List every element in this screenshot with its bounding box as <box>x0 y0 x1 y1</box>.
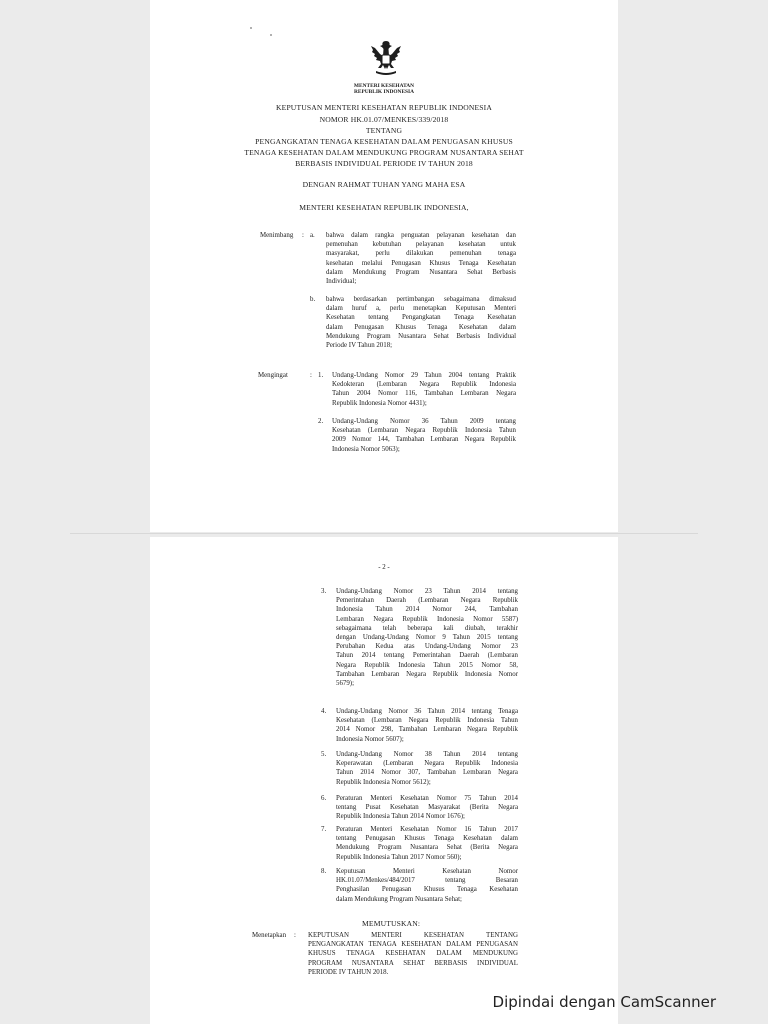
scan-speck <box>250 27 252 29</box>
document-page-1 <box>150 0 618 532</box>
clause-marker: 8. <box>321 868 327 875</box>
decree-title-line: TENAGA KESEHATAN DALAM MENDUKUNG PROGRAM NUSANTARA SEHAT <box>244 148 524 157</box>
decree-title-line: KEPUTUSAN MENTERI KESEHATAN REPUBLIK INDONESIA <box>276 103 492 112</box>
clause-8: Keputusan Menteri Kesehatan Nomor HK.01.07/Menkes/484/2017 tentang Besaran Penghasilan Penugasan Khusus Tenaga Kesehatan dalam Mendukung Program Nusantara Sehat; <box>336 868 518 903</box>
clause-7: Peraturan Menteri Kesehatan Nomor 16 Tahun 2017 tentang Penugasan Khusus Tenaga Kesehatan dalam Mendukung Program Nusantara Sehat (Berita Negara Republik Indonesia Tahun 2017 Nomor 560); <box>336 826 518 861</box>
clause-marker: 3. <box>321 588 327 595</box>
clause-marker: 2. <box>318 418 324 425</box>
colon: : <box>310 372 312 379</box>
letterhead-line: MENTERI KESEHATAN <box>353 83 415 89</box>
document-page-2 <box>150 537 618 1024</box>
menetapkan-text: KEPUTUSAN MENTERI KESEHATAN TENTANG PENGANGKATAN TENAGA KESEHATAN DALAM PENUGASAN KHUSUS TENAGA KESEHATAN DALAM MENDUKUNG PROGRAM NUSANTARA SEHAT BERBASIS INDIVIDUAL PERIODE IV TAHUN 2018. <box>308 932 518 976</box>
camscanner-watermark: Dipindai dengan CamScanner <box>492 993 716 1011</box>
clause-a: bahwa dalam rangka penguatan pelayanan kesehatan dan pemenuhan kebutuhan pelayanan kesehatan untuk masyarakat, perlu dilakukan pemenuhan tenaga kesehatan melalui Penugasan Khusus Tenaga Kesehatan dalam Mendukung Program Nusantara Sehat Berbasis Individual; <box>326 232 516 286</box>
menimbang-label: Menimbang <box>260 232 294 239</box>
clause-marker: 4. <box>321 708 327 715</box>
scan-speck <box>270 34 272 36</box>
clause-marker: 5. <box>321 751 327 758</box>
clause-marker: 1. <box>318 372 324 379</box>
minister-heading: MENTERI KESEHATAN REPUBLIK INDONESIA, <box>299 203 469 212</box>
clause-2: Undang-Undang Nomor 36 Tahun 2009 tentang Kesehatan (Lembaran Negara Republik Indonesia Tahun 2009 Nomor 144, Tambahan Lembaran Negara Republik Indonesia Nomor 5063); <box>332 418 516 453</box>
clause-marker: 7. <box>321 826 327 833</box>
page-divider <box>70 533 698 534</box>
menetapkan-label: Menetapkan <box>252 932 287 939</box>
clause-marker: a. <box>310 232 315 239</box>
colon: : <box>302 232 304 239</box>
clause-marker: b. <box>310 296 316 303</box>
clause-6: Peraturan Menteri Kesehatan Nomor 75 Tahun 2014 tentang Pusat Kesehatan Masyarakat (Berita Negara Republik Indonesia Tahun 2014 Nomor 1676); <box>336 795 518 821</box>
decree-title-line: TENTANG <box>365 126 403 135</box>
memutuskan-heading: MEMUTUSKAN: <box>362 919 421 928</box>
clause-1: Undang-Undang Nomor 29 Tahun 2004 tentang Praktik Kedokteran (Lembaran Negara Republik Indonesia Tahun 2004 Nomor 116, Tambahan Lembaran Negara Republik Indonesia Nomor 4431); <box>332 372 516 407</box>
clause-3: Undang-Undang Nomor 23 Tahun 2014 tentang Pemerintahan Daerah (Lembaran Negara Republik Indonesia Tahun 2014 Nomor 244, Tambahan Lembaran Negara Republik Indonesia Nomor 5587) sebagaimana telah beberapa kali diubah, terakhir dengan Undang-Undang Nomor 9 Tahun 2015 tentang Perubahan Kedua atas Undang-Undang Nomor 23 Tahun 2014 tentang Pemerintahan Daerah (Lembaran Negara Republik Indonesia Tahun 2015 Nomor 58, Tambahan Lembaran Negara Republik Indonesia Nomor 5679); <box>336 588 518 688</box>
clause-4: Undang-Undang Nomor 36 Tahun 2014 tentang Tenaga Kesehatan (Lembaran Negara Republik Indonesia Tahun 2014 Nomor 298, Tambahan Lembaran Negara Republik Indonesia Nomor 5607); <box>336 708 518 743</box>
invocation: DENGAN RAHMAT TUHAN YANG MAHA ESA <box>302 180 466 189</box>
letterhead-line: REPUBLIK INDONESIA <box>353 89 415 95</box>
decree-number: NOMOR HK.01.07/MENKES/339/2018 <box>319 115 449 124</box>
mengingat-label: Mengingat <box>258 372 288 379</box>
clause-b: bahwa berdasarkan pertimbangan sebagaimana dimaksud dalam huruf a, perlu menetapkan Keputusan Menteri Kesehatan tentang Pengangkatan Tenaga Kesehatan dalam Penugasan Khusus Tenaga Kesehatan dalam Mendukung Program Nusantara Sehat Berbasis Individual Periode IV Tahun 2018; <box>326 296 516 350</box>
garuda-emblem-icon <box>369 38 403 78</box>
clause-marker: 6. <box>321 795 327 802</box>
decree-title-line: BERBASIS INDIVIDUAL PERIODE IV TAHUN 2018 <box>295 159 473 168</box>
decree-title-line: PENGANGKATAN TENAGA KESEHATAN DALAM PENUGASAN KHUSUS <box>255 137 513 146</box>
colon: : <box>294 932 296 939</box>
page-number: - 2 - <box>378 564 390 571</box>
clause-5: Undang-Undang Nomor 38 Tahun 2014 tentang Keperawatan (Lembaran Negara Republik Indonesia Tahun 2014 Nomor 307, Tambahan Lembaran Negara Republik Indonesia Nomor 5612); <box>336 751 518 786</box>
